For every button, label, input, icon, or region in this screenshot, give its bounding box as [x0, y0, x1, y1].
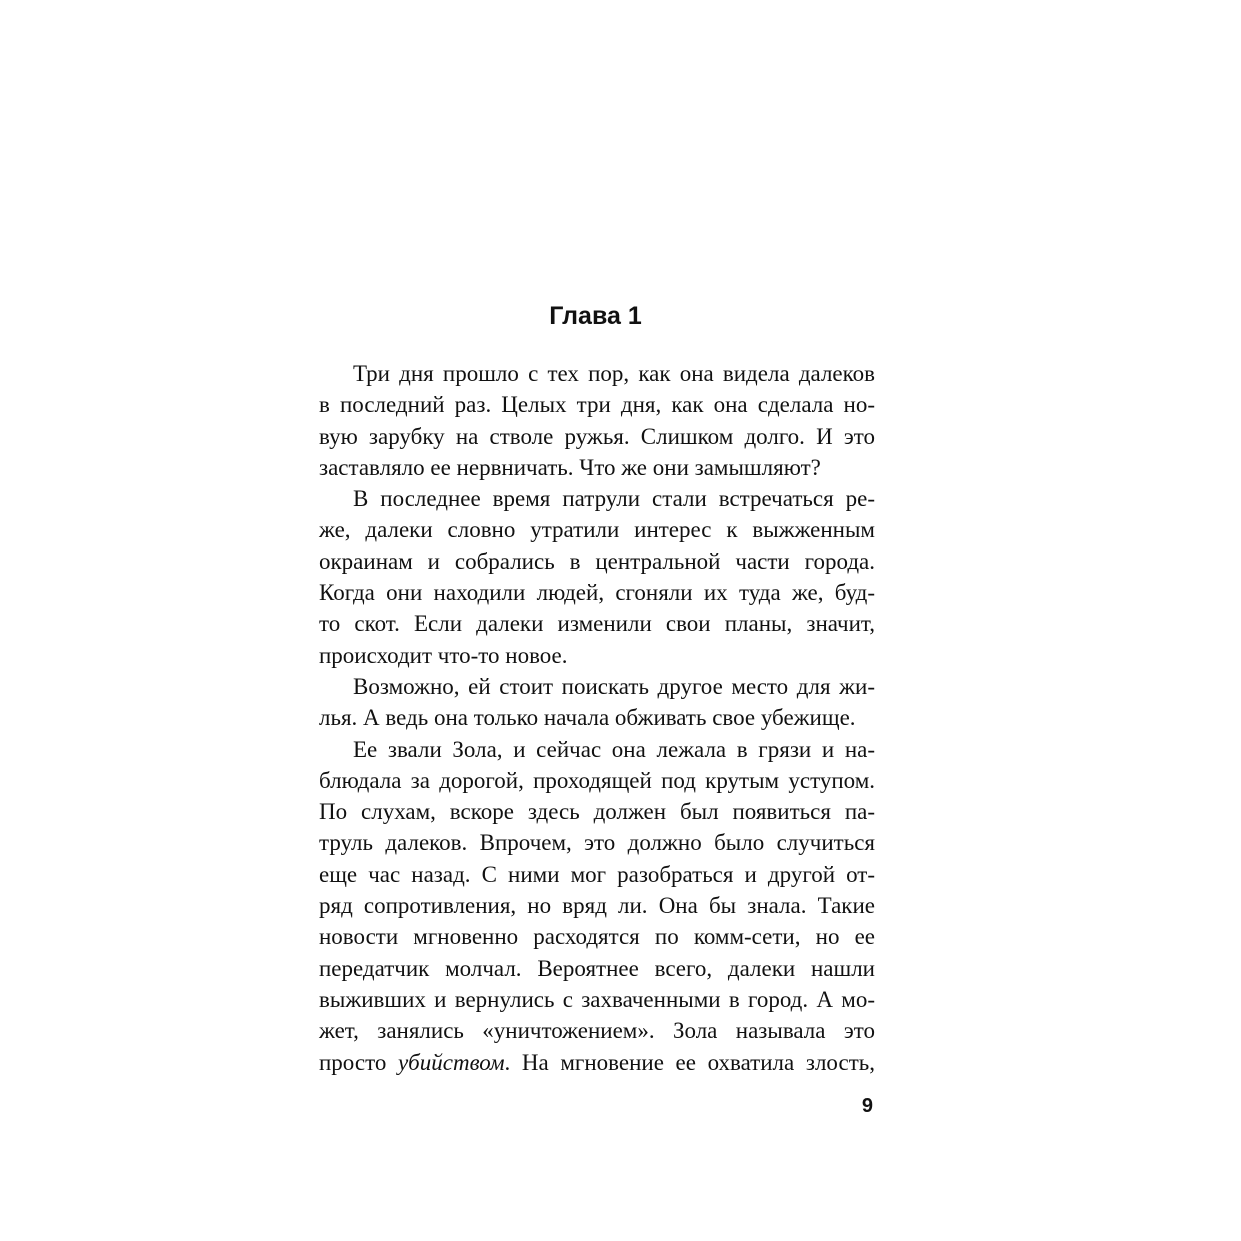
- text-line: новости мгновенно расходятся по комм-сети, но ее: [319, 924, 875, 950]
- text-line: еще час назад. С ними мог разобраться и другой от-: [319, 861, 875, 887]
- text-line: Возможно, ей стоит поискать другое место для жи-: [353, 673, 875, 699]
- text-fragment: . На мгновение ее охватила злость,: [504, 1049, 875, 1075]
- text-line: окраинам и собрались в центральной части города.: [319, 548, 875, 574]
- text-line: Ее звали Зола, и сейчас она лежала в грязи и на-: [353, 736, 875, 762]
- text-line: Три дня прошло с тех пор, как она видела далеков: [353, 361, 875, 386]
- text-fragment: просто: [319, 1049, 398, 1075]
- text-line: происходит что-то новое.: [319, 642, 568, 668]
- text-line: же, далеки словно утратили интерес к выжженным: [319, 517, 875, 543]
- emphasized-word: убийством: [397, 1049, 505, 1075]
- page-number: 9: [861, 1095, 873, 1117]
- text-line-last: [319, 1047, 875, 1078]
- text-line: лья. А ведь она только начала обживать свое убежище.: [319, 705, 856, 731]
- text-line: вую зарубку на стволе ружья. Слишком долго. И это: [319, 423, 875, 449]
- text-line: В последнее время патрули стали встречаться ре-: [353, 486, 875, 512]
- text-line: жет, занялись «уничтожением». Зола называла это: [319, 1018, 875, 1044]
- text-line: блюдала за дорогой, проходящей под крутым уступом.: [319, 767, 875, 793]
- text-line: передатчик молчал. Вероятнее всего, далеки нашли: [319, 955, 875, 981]
- text-line: то скот. Если далеки изменили свои планы, значит,: [319, 611, 875, 637]
- text-line: По слухам, вскоре здесь должен был появиться па-: [319, 799, 875, 825]
- chapter-title: Глава 1: [549, 302, 642, 330]
- text-line: в последний раз. Целых три дня, как она сделала но-: [319, 392, 875, 418]
- text-line: заставляло ее нервничать. Что же они замышляют?: [319, 454, 821, 480]
- text-line: Когда они находили людей, сгоняли их туда же, буд-: [319, 580, 875, 606]
- text-line: труль далеков. Впрочем, это должно было случиться: [319, 830, 875, 856]
- text-line: выживших и вернулись с захваченными в город. А мо-: [319, 986, 875, 1012]
- text-line: ряд сопротивления, но вряд ли. Она бы знала. Такие: [319, 893, 875, 919]
- chapter-body: [319, 358, 875, 1078]
